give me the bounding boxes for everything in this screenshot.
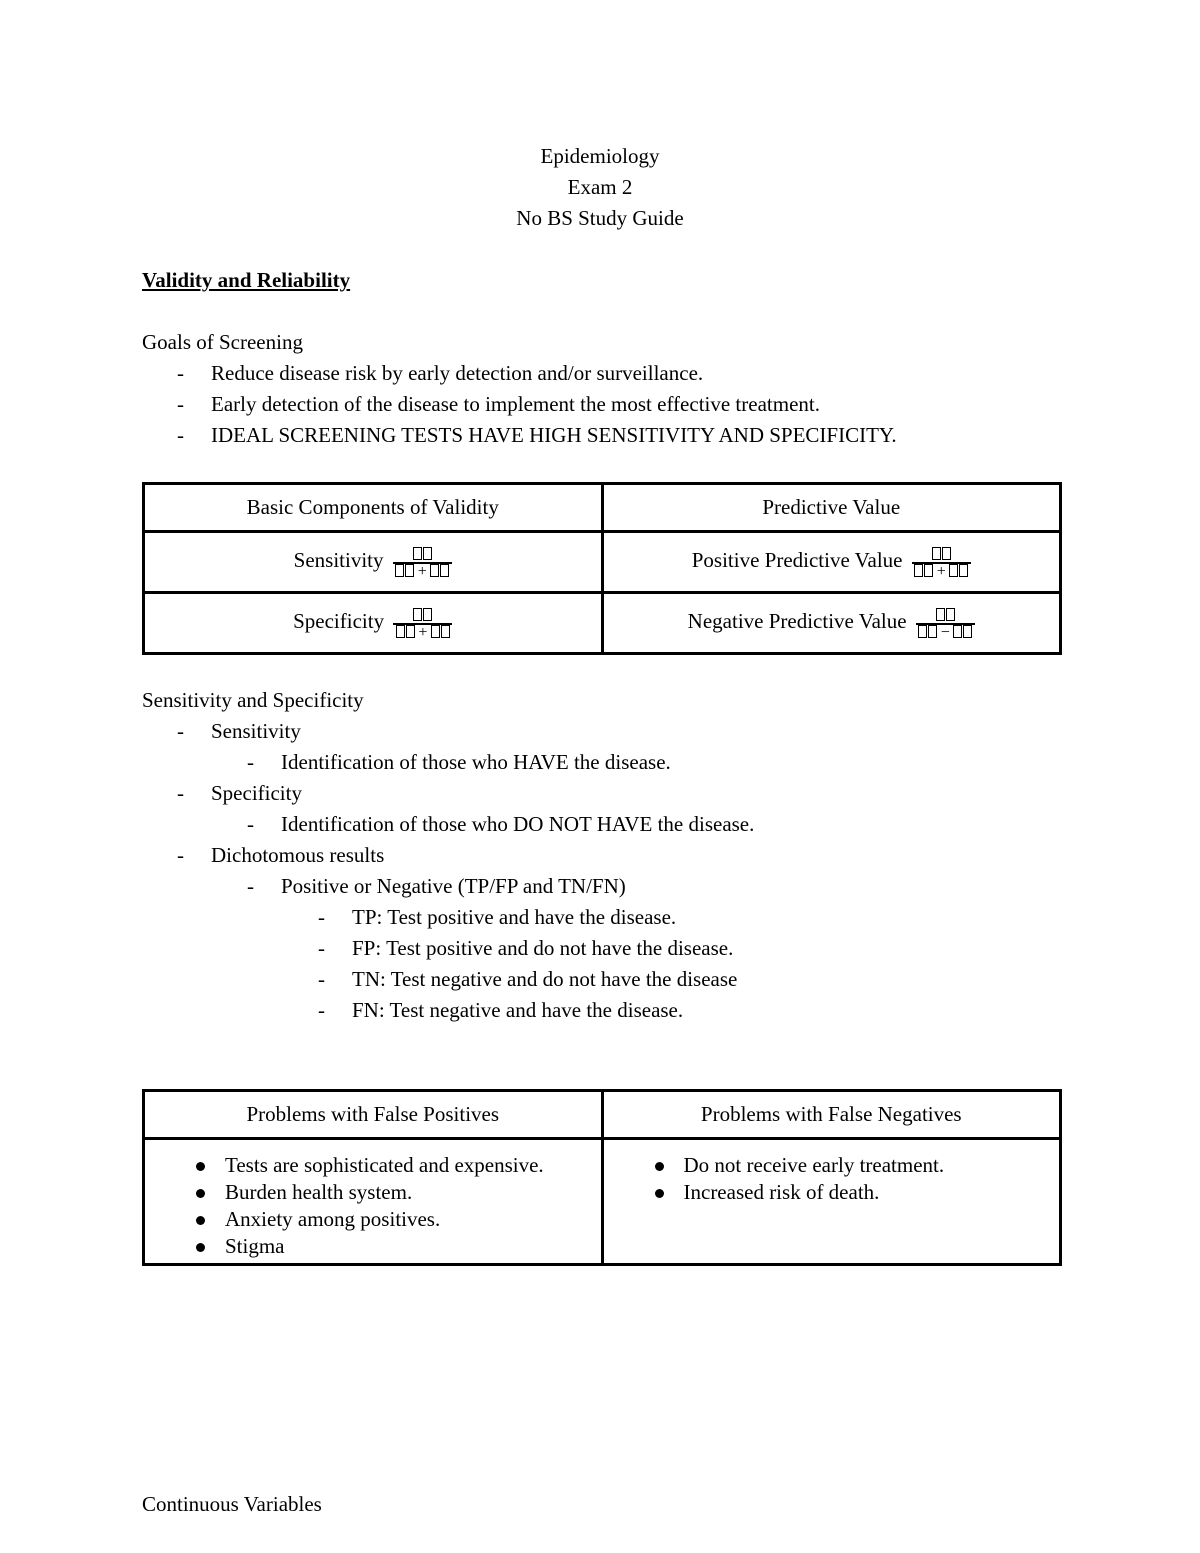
denominator <box>916 625 975 640</box>
course-title: Epidemiology <box>540 144 660 168</box>
specificity-cell <box>144 593 603 654</box>
false-positives-list <box>144 1139 603 1265</box>
list-item: Anxiety among positives. <box>189 1206 601 1233</box>
list-item: Tests are sophisticated and expensive. <box>189 1152 601 1179</box>
plus-sign: + <box>417 562 427 580</box>
sens-spec-title: Sensitivity and Specificity <box>142 688 364 712</box>
next-section-heading: Continuous Variables <box>142 1492 322 1516</box>
list-item <box>142 933 754 964</box>
ppv-formula <box>912 547 971 579</box>
problems-table <box>142 1089 1062 1266</box>
tp-definition: TP: Test positive and have the disease. <box>352 905 677 929</box>
sensitivity-cell <box>144 532 603 593</box>
minus-sign: − <box>940 623 950 641</box>
dash: - <box>318 936 325 960</box>
ppv-label: Positive Predictive Value <box>691 548 903 573</box>
list-item <box>142 716 754 747</box>
false-negatives-header: Problems with False Negatives <box>602 1091 1061 1139</box>
list-item: Stigma <box>189 1233 601 1260</box>
denominator <box>393 625 452 640</box>
numerator <box>916 608 975 625</box>
dash: - <box>177 361 184 385</box>
section-heading: Validity and Reliability <box>142 268 351 292</box>
goals-title: Goals of Screening <box>142 330 303 354</box>
numerator <box>912 547 971 564</box>
list-item <box>142 840 754 871</box>
exam-title: Exam 2 <box>567 175 633 199</box>
sensitivity-label: Sensitivity <box>293 548 384 573</box>
table-row <box>144 532 1061 593</box>
numerator <box>393 608 452 625</box>
list-item <box>142 902 754 933</box>
list-item <box>142 871 754 902</box>
dash: - <box>247 750 254 774</box>
specificity-formula <box>393 608 452 640</box>
dash: - <box>177 781 184 805</box>
dash: - <box>247 874 254 898</box>
denominator <box>912 564 971 579</box>
dash: - <box>177 843 184 867</box>
predictive-header: Predictive Value <box>602 484 1061 532</box>
goal-2: Early detection of the disease to implement the most effective treatment. <box>211 392 820 416</box>
fp-definition: FP: Test positive and do not have the disease. <box>352 936 734 960</box>
list-item: Increased risk of death. <box>648 1179 1060 1206</box>
guide-title: No BS Study Guide <box>516 206 684 230</box>
fn-definition: FN: Test negative and have the disease. <box>352 998 684 1022</box>
dichotomous-item: Dichotomous results <box>211 843 385 867</box>
sensitivity-item: Sensitivity <box>211 719 301 743</box>
sensitivity-formula <box>393 547 452 579</box>
table-row <box>144 593 1061 654</box>
list-item <box>142 778 754 809</box>
list-item <box>142 358 897 389</box>
validity-table <box>142 482 1062 655</box>
numerator <box>393 547 452 564</box>
list-item <box>142 747 754 778</box>
false-negatives-list <box>602 1139 1061 1265</box>
npv-label: Negative Predictive Value <box>687 609 907 634</box>
dash: - <box>318 967 325 991</box>
sensitivity-definition: Identification of those who HAVE the disease. <box>281 750 671 774</box>
list-item <box>142 964 754 995</box>
plus-sign: + <box>936 562 946 580</box>
table-row <box>144 484 1061 532</box>
specificity-definition: Identification of those who DO NOT HAVE the disease. <box>281 812 755 836</box>
dash: - <box>177 719 184 743</box>
goal-3: IDEAL SCREENING TESTS HAVE HIGH SENSITIVITY AND SPECIFICITY. <box>211 423 897 447</box>
false-positives-header: Problems with False Positives <box>144 1091 603 1139</box>
tn-definition: TN: Test negative and do not have the disease <box>352 967 738 991</box>
table-row <box>144 1139 1061 1265</box>
list-item <box>142 809 754 840</box>
dash: - <box>318 905 325 929</box>
ppv-cell <box>602 532 1061 593</box>
goal-1: Reduce disease risk by early detection and/or surveillance. <box>211 361 704 385</box>
specificity-label: Specificity <box>293 609 385 634</box>
denominator <box>393 564 452 579</box>
dash: - <box>318 998 325 1022</box>
list-item <box>142 389 897 420</box>
sensitivity-specificity-section <box>142 685 754 1026</box>
npv-cell <box>602 593 1061 654</box>
table-row <box>144 1091 1061 1139</box>
dash: - <box>177 423 184 447</box>
list-item <box>142 995 754 1026</box>
validity-header: Basic Components of Validity <box>144 484 603 532</box>
title-block <box>0 141 1200 234</box>
list-item: Do not receive early treatment. <box>648 1152 1060 1179</box>
dash: - <box>247 812 254 836</box>
goals-of-screening <box>142 327 897 451</box>
posneg-item: Positive or Negative (TP/FP and TN/FN) <box>281 874 626 898</box>
dash: - <box>177 392 184 416</box>
list-item <box>142 420 897 451</box>
list-item: Burden health system. <box>189 1179 601 1206</box>
plus-sign: + <box>418 623 428 641</box>
specificity-item: Specificity <box>211 781 302 805</box>
npv-formula <box>916 608 975 640</box>
